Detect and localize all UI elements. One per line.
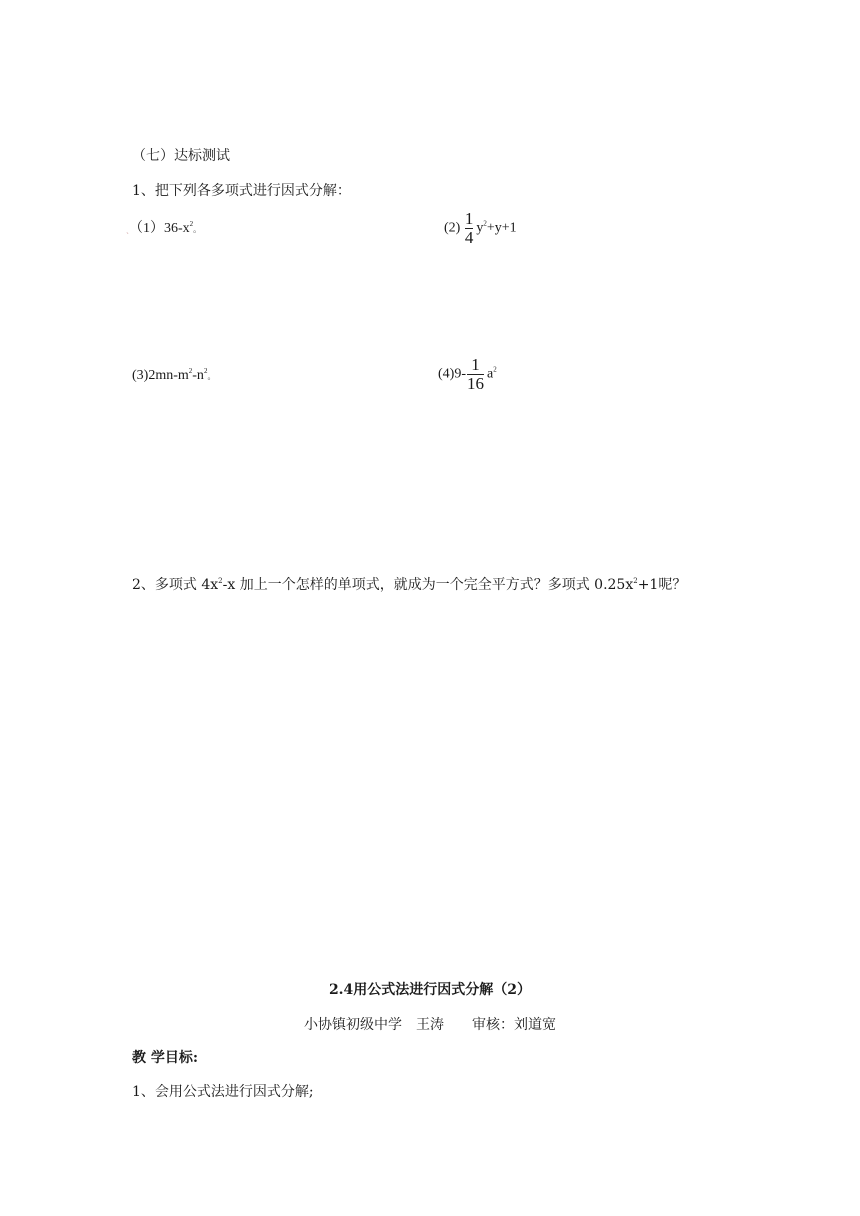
revision-mark: ˎ — [126, 224, 129, 234]
section-title: （七）达标测试 — [132, 148, 230, 164]
fraction-one-quarter: $\frac{1}{4}$ — [464, 209, 474, 247]
problem-4: (4)9- $\frac{1}{16}$ $a^2$ — [438, 355, 497, 393]
byline: 小协镇初级中学 王涛 审核：刘道宽 — [304, 1017, 556, 1033]
question-1-stem: 1、把下列各多项式进行因式分解： — [132, 183, 351, 199]
goal-1: 1、会用公式法进行因式分解; — [132, 1084, 314, 1100]
question-2: 2、多项式 $4x^2-x$ 加上一个怎样的单项式，就成为一个完全平方式？多项式 $0.25x^2+1$呢？ — [132, 577, 687, 593]
fraction-one-sixteenth: $\frac{1}{16}$ — [467, 355, 484, 393]
problem-2: (2) $\frac{1}{4}$ $y^2+y+1$ — [444, 209, 517, 247]
problem-1: $ˎ(1)36-x^2$。 — [126, 220, 202, 236]
problem-3: $(3)2mn-m^2-n^2$。 — [132, 367, 216, 383]
goals-heading: 教 学目标: — [132, 1050, 199, 1066]
lesson-title: 2.4用公式法进行因式分解（2） — [328, 982, 532, 998]
